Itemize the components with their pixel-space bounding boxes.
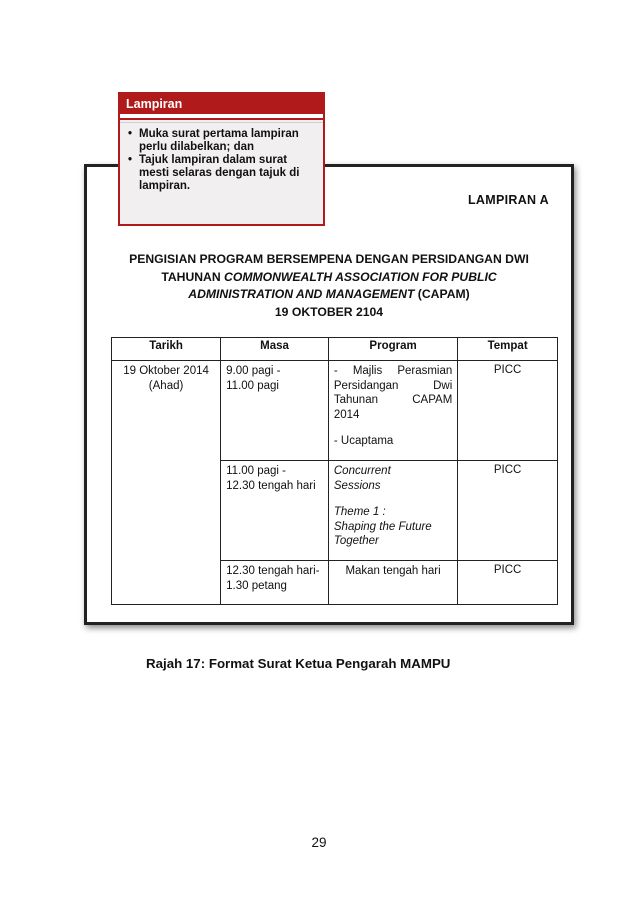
- time-line-1: 9.00 pagi -: [226, 365, 281, 377]
- program-line: Together: [333, 535, 379, 547]
- time-line-2: 11.00 pagi: [226, 379, 279, 392]
- bullet-icon: •: [128, 154, 133, 166]
- program-line: Makan tengah hari: [345, 565, 441, 577]
- lampiran-callout-box: [118, 92, 325, 226]
- program-line: - Majlis Perasmian: [333, 365, 453, 377]
- letter-attachment-image: [84, 164, 574, 625]
- place-cell: PICC: [458, 461, 558, 561]
- time-cell: [221, 461, 329, 561]
- table-header-row: [112, 338, 558, 361]
- callout-title: Lampiran: [120, 94, 323, 118]
- time-cell: [221, 361, 329, 461]
- time-cell: [221, 561, 329, 605]
- program-line: 2014: [333, 408, 360, 421]
- heading-line-2-italic: COMMONWEALTH ASSOCIATION FOR PUBLIC: [224, 269, 497, 284]
- bullet-icon: •: [128, 128, 133, 140]
- program-line: Persidangan Dwi: [333, 379, 453, 392]
- time-line-1: 12.30 tengah hari-: [226, 565, 320, 577]
- table-row: [112, 361, 558, 461]
- attachment-label: LAMPIRAN A: [467, 193, 549, 207]
- heading-line-4: 19 OKTOBER 2104: [274, 304, 384, 319]
- heading-line-3-suffix: (CAPAM): [414, 287, 470, 301]
- callout-item-text: Muka surat pertama lampiran perlu dilabelkan; dan: [139, 128, 299, 153]
- date-line-2: (Ahad): [148, 379, 184, 392]
- place-cell: PICC: [458, 361, 558, 461]
- callout-item: [128, 128, 317, 154]
- date-line-1: 19 Oktober 2014: [123, 365, 209, 377]
- header-tempat: Tempat: [458, 338, 558, 361]
- header-program: Program: [328, 338, 457, 361]
- program-line: Concurrent: [333, 465, 391, 477]
- program-heading: [87, 251, 571, 321]
- callout-list: [120, 128, 323, 193]
- place-cell: PICC: [458, 561, 558, 605]
- program-line: Sessions: [333, 479, 381, 492]
- program-cell: [328, 561, 457, 605]
- heading-line-3: [87, 286, 571, 304]
- heading-line-1: PENGISIAN PROGRAM BERSEMPENA DENGAN PERSIDANGAN DWI: [129, 252, 529, 266]
- time-line-1: 11.00 pagi -: [226, 465, 287, 477]
- callout-item-text: Tajuk lampiran dalam surat mesti selaras dengan tajuk di lampiran.: [139, 154, 300, 192]
- program-cell: [328, 361, 457, 461]
- program-line: - Ucaptama: [333, 435, 394, 447]
- header-tarikh: Tarikh: [112, 338, 221, 361]
- header-masa: Masa: [221, 338, 329, 361]
- heading-line-2: [87, 269, 571, 287]
- heading-line-3-italic: ADMINISTRATION AND MANAGEMENT: [188, 287, 415, 301]
- heading-line-2-prefix: TAHUNAN: [161, 269, 225, 284]
- time-line-2: 1.30 petang: [226, 579, 287, 592]
- program-table: [111, 337, 558, 605]
- figure-caption: Rajah 17: Format Surat Ketua Pengarah MAMPU: [146, 656, 451, 671]
- page-number: 29: [311, 835, 327, 850]
- time-line-2: 12.30 tengah hari: [226, 479, 316, 492]
- program-line: Tahunan CAPAM: [333, 394, 453, 406]
- program-line: Shaping the Future: [333, 520, 432, 533]
- date-cell: [112, 361, 221, 605]
- program-cell: [328, 461, 457, 561]
- program-line: Theme 1 :: [333, 506, 386, 518]
- callout-item: [128, 154, 317, 193]
